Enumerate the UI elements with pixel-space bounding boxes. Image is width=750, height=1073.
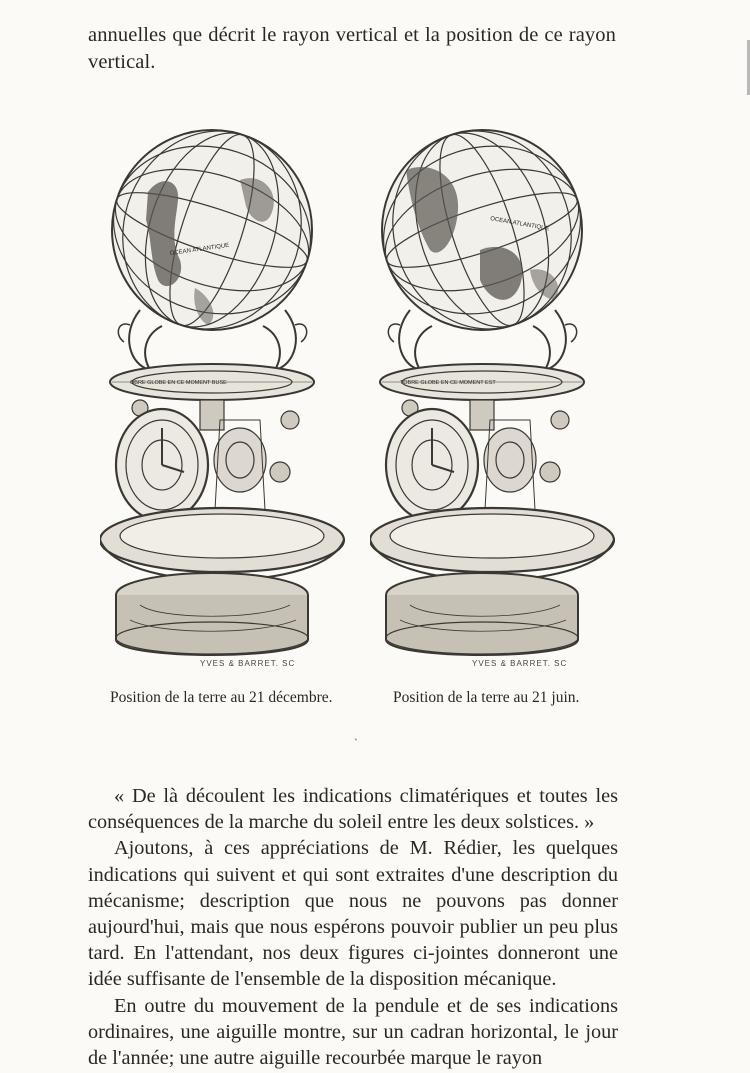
caption-december: Position de la terre au 21 décembre. (110, 689, 333, 706)
body-text (88, 783, 618, 1071)
ring-text-december: OBRE GLOBE EN CE MOMENT BUSE (130, 380, 227, 386)
figure-june (370, 120, 615, 680)
globe-clock-engraving-december (100, 120, 345, 680)
globe-label-june: OCEAN ATLANTIQUE (489, 216, 550, 233)
globe-label-december: OCEAN ATLANTIQUE (169, 242, 230, 257)
top-paragraph-text: annuelles que décrit le rayon vertical et la position de ce rayon vertical. (88, 24, 616, 73)
paragraph-ajoutons: Ajoutons, à ces appréciations de M. Rédier, les quelques indications qui suivent et qui sont extraites d'une description du mécanisme; description que nous ne pouvons pas donner aujourd'hui, mais que nous espérons pouvoir publier un peu plus tard. En l'attendant, nos deux figures ci-jointes donneront une idée suffisante de l'ensemble de la disposition mécanique. (88, 837, 618, 991)
top-paragraph (88, 22, 616, 76)
paragraph-quote: « De là découlent les indications climatériques et toutes les conséquences de la marche du soleil entre les deux solstices. » (88, 785, 618, 834)
ring-text-june: TOBRE GLOBE EN CE MOMENT EST (400, 380, 496, 386)
stray-ink-mark: ˏ (354, 727, 358, 741)
figure-december (100, 120, 345, 680)
engraver-credit-december: YVES & BARRET. SC (200, 659, 296, 668)
caption-june: Position de la terre au 21 juin. (393, 689, 580, 706)
globe-clock-engraving-june (370, 120, 615, 680)
engraver-credit-june: YVES & BARRET. SC (472, 659, 568, 668)
paragraph-en-outre: En outre du mouvement de la pendule et de ses indications ordinaires, une aiguille montre, sur un cadran horizontal, le jour de l'année; une autre aiguille recourbée marque le rayon (88, 994, 618, 1070)
